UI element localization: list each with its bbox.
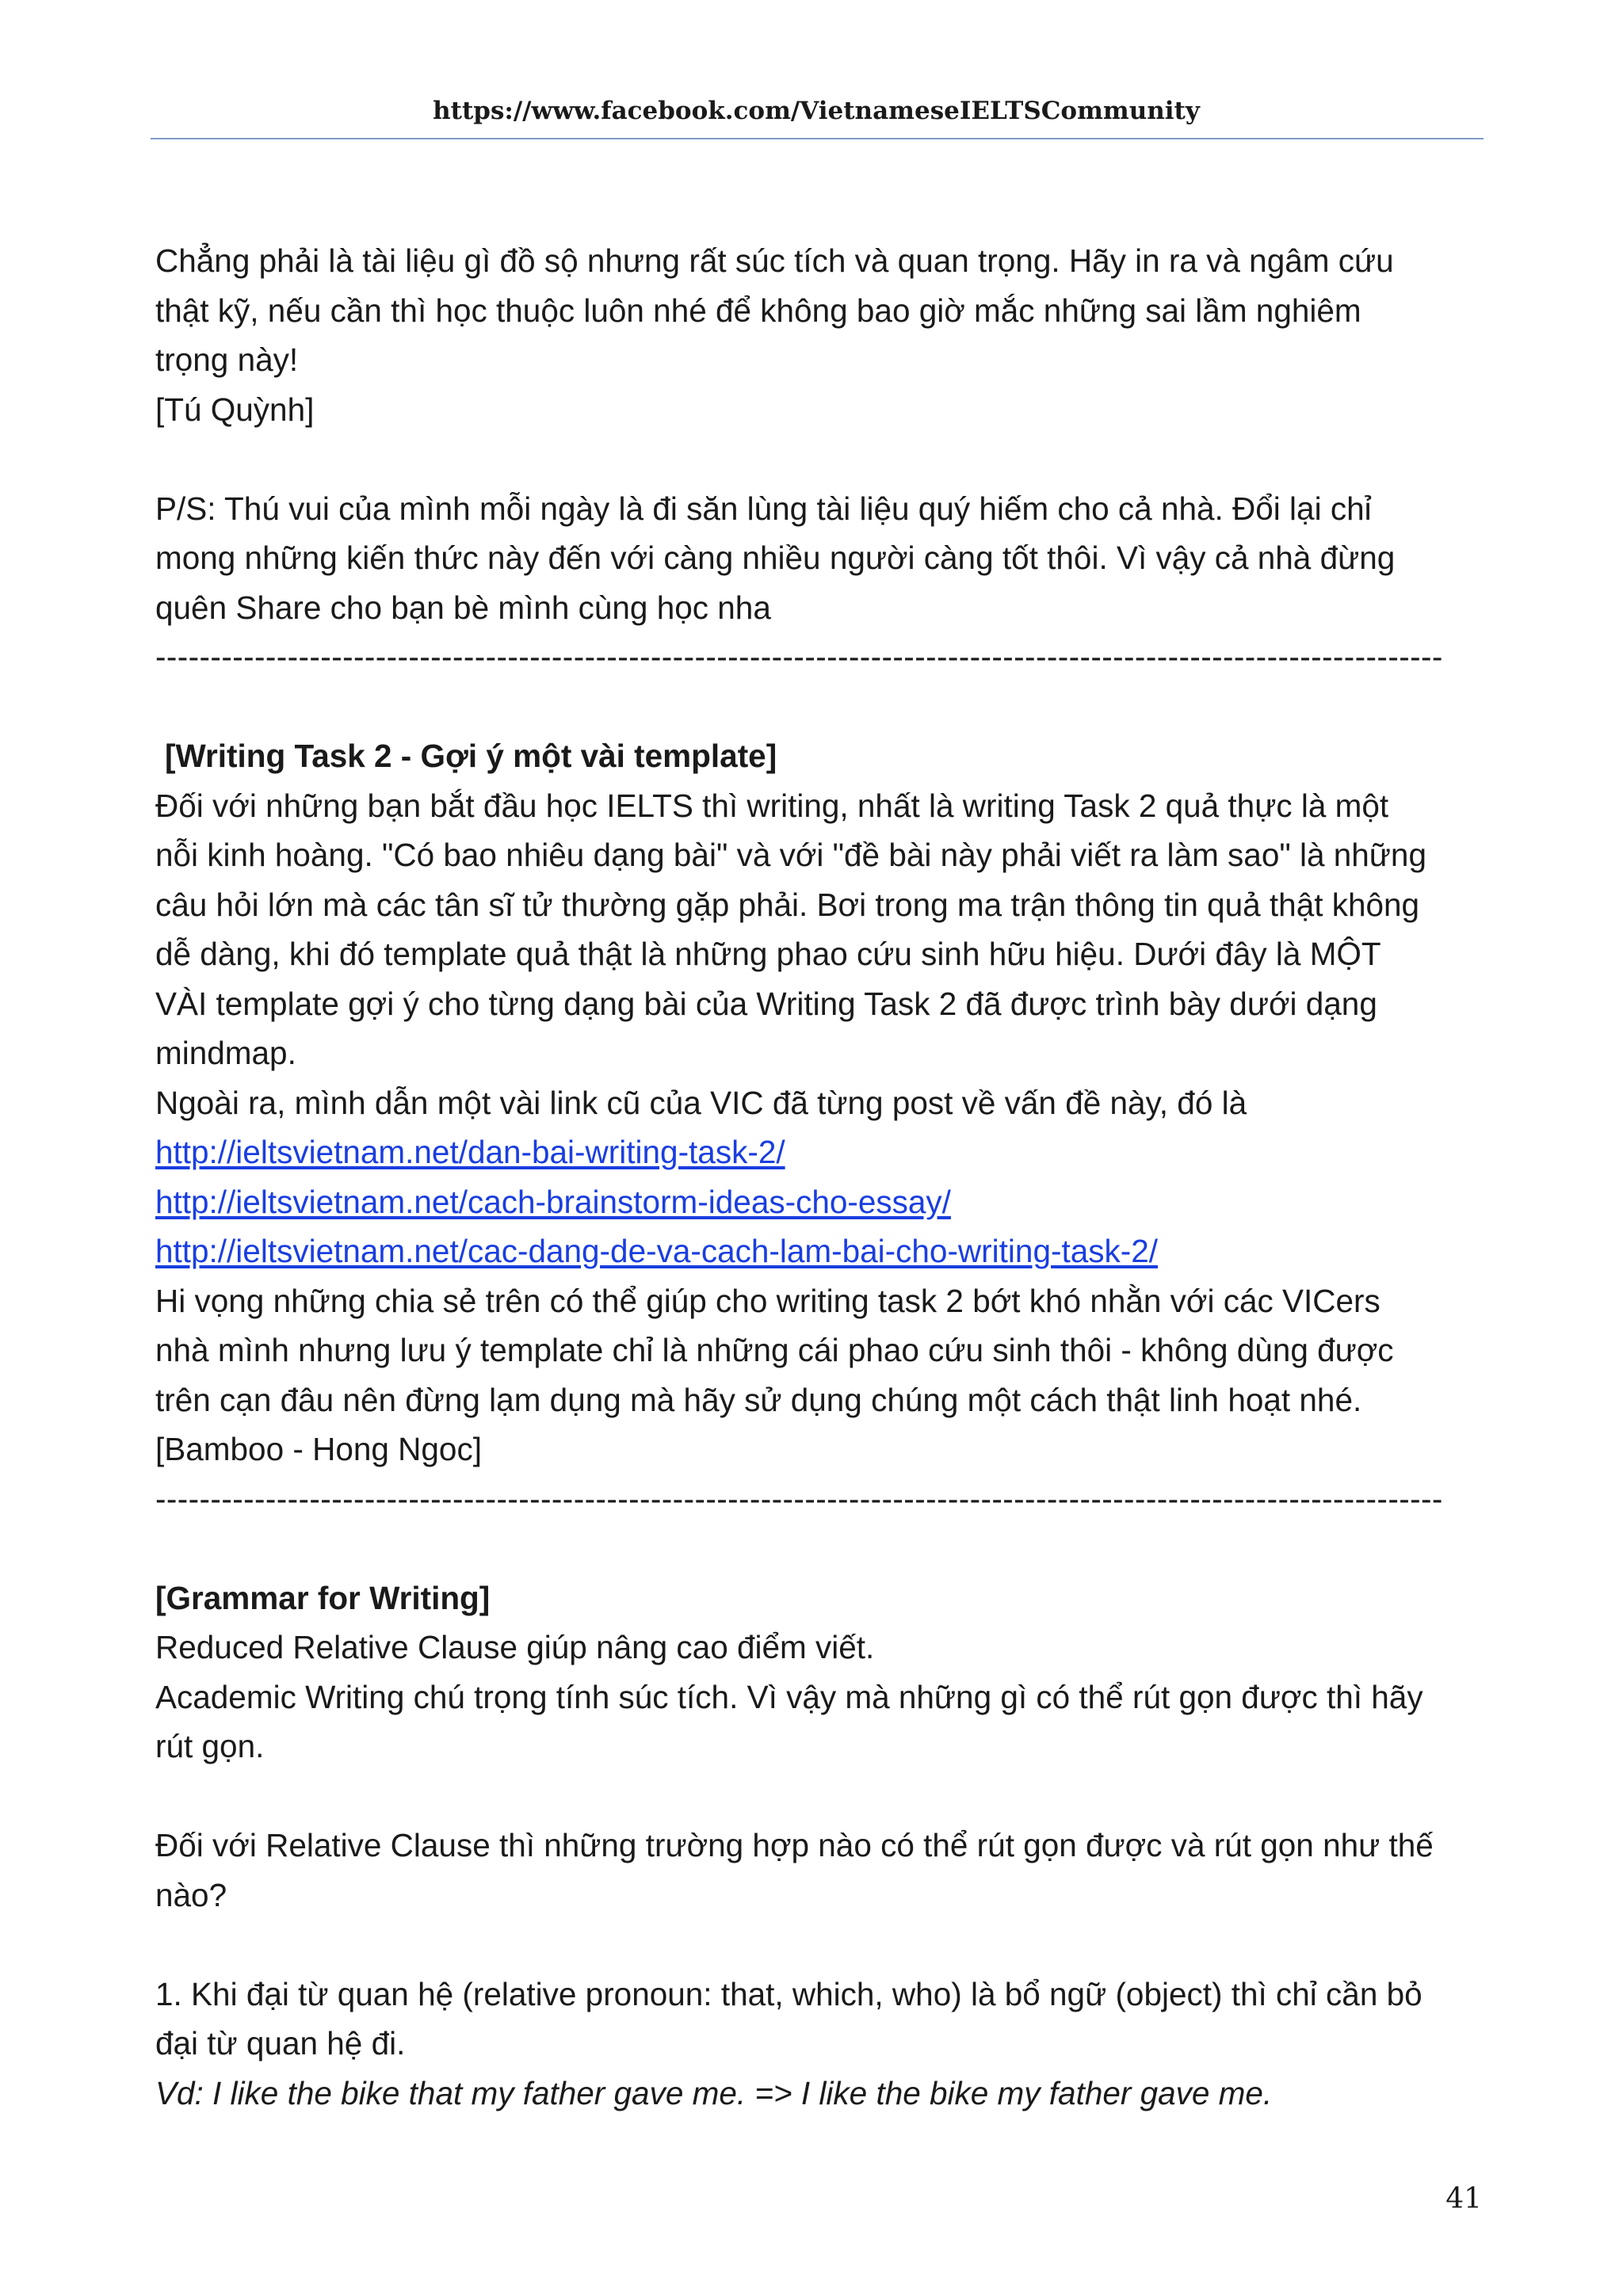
writing-task-section [155, 731, 1503, 1474]
text-line: mindmap. [155, 1035, 296, 1071]
grammar-section [155, 1573, 1503, 2119]
text-line: Ngoài ra, mình dẫn một vài link cũ của VIC đã từng post về vấn đề này, đó là [155, 1084, 1247, 1121]
reference-link[interactable]: http://ieltsvietnam.net/cach-brainstorm-ideas-cho-essay/ [155, 1183, 951, 1220]
example-sentence: Vd: I like the bike that my father gave me. => I like the bike my father gave me. [155, 2074, 1273, 2111]
page-number: 41 [1445, 2183, 1482, 2215]
spacer [155, 434, 1503, 484]
text-line: Đối với những bạn bắt đầu học IELTS thì writing, nhất là writing Task 2 quả thực là một [155, 787, 1389, 824]
text-line: thật kỹ, nếu cần thì học thuộc luôn nhé để không bao giờ mắc những sai lầm nghiêm [155, 292, 1361, 329]
reference-link[interactable]: http://ieltsvietnam.net/dan-bai-writing-task-2/ [155, 1134, 785, 1170]
text-line: trên cạn đâu nên đừng lạm dụng mà hãy sử dụng chúng một cách thật linh hoạt nhé. [155, 1381, 1362, 1418]
text-line: nỗi kinh hoàng. "Có bao nhiêu dạng bài" và với "đề bài này phải viết ra làm sao" là những [155, 837, 1426, 873]
section-heading: [Writing Task 2 - Gợi ý một vài template] [165, 738, 777, 774]
reference-link[interactable]: http://ieltsvietnam.net/cac-dang-de-va-cach-lam-bai-cho-writing-task-2/ [155, 1233, 1158, 1269]
text-line: Đối với Relative Clause thì những trường hợp nào có thể rút gọn được và rút gọn như thế [155, 1827, 1434, 1863]
text-line: dễ dàng, khi đó template quả thật là những phao cứu sinh hữu hiệu. Dưới đây là MỘT [155, 936, 1381, 972]
author-signature: [Tú Quỳnh] [155, 391, 315, 428]
author-signature: [Bamboo - Hong Ngoc] [155, 1431, 482, 1467]
text-line: P/S: Thú vui của mình mỗi ngày là đi săn lùng tài liệu quý hiếm cho cả nhà. Đổi lại chỉ [155, 490, 1372, 527]
text-line: Chẳng phải là tài liệu gì đồ sộ nhưng rất súc tích và quan trọng. Hãy in ra và ngâm cứu [155, 242, 1394, 279]
spacer [155, 1524, 1503, 1573]
dashed-separator: --------------------------------------------------------------------------------------------------------------------- [155, 639, 1443, 675]
text-line: VÀI template gợi ý cho từng dạng bài của Writing Task 2 đã được trình bày dưới dạng [155, 985, 1377, 1022]
text-line: 1. Khi đại từ quan hệ (relative pronoun: that, which, who) là bổ ngữ (object) thì chỉ cần bỏ [155, 1975, 1423, 2012]
ps-paragraph [155, 484, 1503, 633]
text-line: trọng này! [155, 341, 299, 378]
intro-paragraph [155, 236, 1503, 434]
text-line: nhà mình nhưng lưu ý template chỉ là những cái phao cứu sinh thôi - không dùng được [155, 1332, 1394, 1368]
text-line: Hi vọng những chia sẻ trên có thể giúp cho writing task 2 bớt khó nhằn với các VICers [155, 1282, 1381, 1319]
text-line: nào? [155, 1876, 227, 1913]
text-line: đại từ quan hệ đi. [155, 2025, 406, 2061]
text-line: quên Share cho bạn bè mình cùng học nha [155, 589, 771, 626]
text-line: rút gọn. [155, 1728, 265, 1764]
text-line: câu hỏi lớn mà các tân sĩ tử thường gặp phải. Bơi trong ma trận thông tin quả thật không [155, 886, 1420, 923]
header-url[interactable]: https://www.facebook.com/VietnameseIELTSCommunity [433, 97, 1200, 125]
page-content [155, 236, 1503, 2118]
header-divider [151, 138, 1484, 139]
dashed-separator: --------------------------------------------------------------------------------------------------------------------- [155, 1480, 1443, 1517]
section-heading: [Grammar for Writing] [155, 1579, 491, 1616]
spacer [155, 1920, 1503, 1970]
spacer [155, 682, 1503, 732]
text-line: Academic Writing chú trọng tính súc tích. Vì vậy mà những gì có thể rút gọn được thì hãy [155, 1678, 1423, 1715]
text-line: Reduced Relative Clause giúp nâng cao điểm viết. [155, 1629, 875, 1665]
text-line: mong những kiến thức này đến với càng nhiều người càng tốt thôi. Vì vậy cả nhà đừng [155, 540, 1396, 576]
spacer [155, 1772, 1503, 1821]
